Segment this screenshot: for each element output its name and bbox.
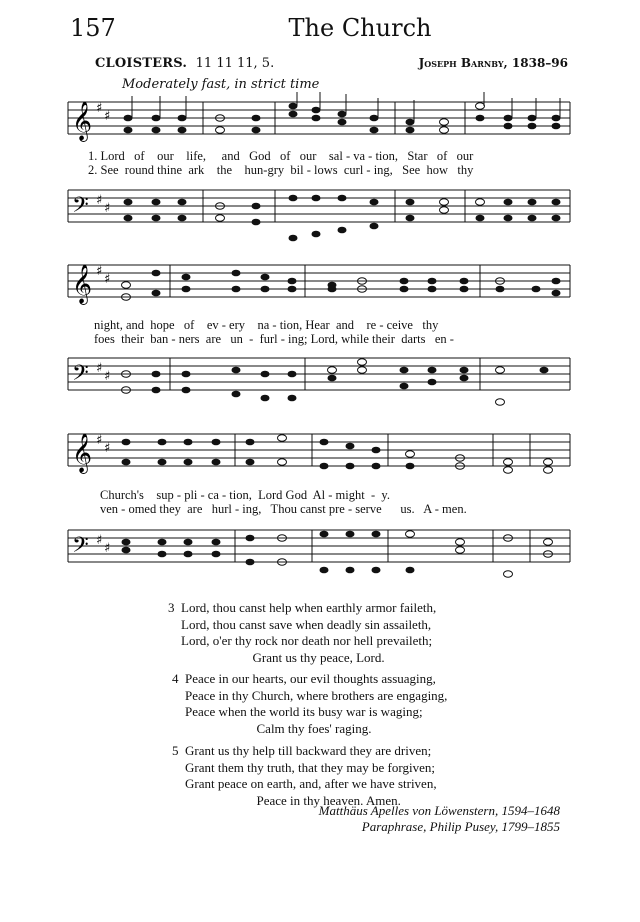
tune-meter: 11 11 11, 5.: [195, 56, 275, 71]
lyrics-system-2-verse-2: foes their ban - ners are un - furl - ing; Lord, while their darts en -: [94, 332, 454, 346]
paraphrase-attribution: Paraphrase, Philip Pusey, 1799–1855: [361, 819, 560, 834]
svg-text:𝄞: 𝄞: [72, 433, 93, 473]
stanza-line: Calm thy foes' raging.: [172, 720, 372, 736]
svg-text:𝄞: 𝄞: [72, 264, 93, 304]
stanza-line: 5 Grant us thy help till backward they are driven;: [172, 743, 432, 758]
svg-text:♯: ♯: [104, 369, 111, 384]
svg-text:♯: ♯: [96, 433, 103, 448]
lyrics-system-3-verse-1: Church's sup - pli - ca - tion, Lord God Al - might - y.: [100, 488, 390, 502]
stanza-4: [172, 671, 447, 737]
tune-name: CLOISTERS.: [95, 56, 188, 71]
page-number: 157: [70, 14, 116, 42]
tune-heading: [95, 56, 274, 71]
svg-text:𝄞: 𝄞: [72, 101, 93, 141]
svg-text:♯: ♯: [96, 101, 103, 116]
stanza-line: Peace in thy heaven. Amen.: [172, 792, 401, 808]
svg-text:♯: ♯: [96, 361, 103, 376]
stanza-line: 3 Lord, thou canst help when earthly armor faileth,: [168, 600, 437, 615]
svg-text:♯: ♯: [96, 533, 103, 548]
svg-text:♯: ♯: [104, 272, 111, 287]
lyrics-system-2-verse-1: night, and hope of ev - ery na - tion, Hear and re - ceive thy: [94, 318, 439, 332]
stanza-3: [168, 600, 436, 666]
music-system-3-treble: [60, 424, 575, 484]
svg-text:♯: ♯: [104, 109, 111, 124]
stanza-line: Peace when the world its busy war is waging;: [172, 704, 423, 719]
music-system-3-bass: [60, 518, 575, 588]
stanza-line: Lord, o'er thy rock nor death nor hell prevaileth;: [168, 633, 433, 648]
lyrics-system-3-verse-2: ven - omed they are hurl - ing, Thou canst pre - serve us. A - men.: [100, 502, 467, 516]
composer: Joseph Barnby, 1838–96: [418, 56, 568, 70]
svg-text:♯: ♯: [96, 264, 103, 279]
music-system-2-treble: [60, 255, 575, 315]
lyrics-system-1-verse-2: 2. See round thine ark the hun-gry bil - lows curl - ing, See how thy: [88, 163, 474, 177]
svg-text:♯: ♯: [104, 441, 111, 456]
svg-text:𝄢: 𝄢: [72, 361, 89, 391]
stanza-line: Lord, thou canst save when deadly sin assaileth,: [168, 616, 432, 632]
svg-text:♯: ♯: [104, 541, 111, 556]
section-title: The Church: [288, 14, 432, 42]
svg-text:♯: ♯: [96, 193, 103, 208]
lyrics-system-1-verse-1: 1. Lord of our life, and God of our sal - va - tion, Star of our: [88, 149, 474, 163]
music-system-1-treble: [60, 92, 575, 152]
stanza-5: [172, 743, 437, 809]
svg-text:♯: ♯: [104, 201, 111, 216]
stanza-line: Grant us thy peace, Lord.: [168, 649, 385, 665]
stanza-line: Grant them thy truth, that they may be forgiven;: [172, 759, 435, 775]
svg-text:𝄢: 𝄢: [72, 533, 89, 563]
music-system-2-bass: [60, 346, 575, 416]
stanza-line: Grant peace on earth, and, after we have striven,: [172, 776, 437, 791]
music-system-1-bass: [60, 178, 575, 248]
tempo-marking: Moderately fast, in strict time: [122, 77, 320, 92]
stanza-line: Peace in thy Church, where brothers are engaging,: [172, 687, 448, 703]
stanza-line: 4 Peace in our hearts, our evil thoughts assuaging,: [172, 671, 436, 686]
author-attribution: Matthäus Apelles von Löwenstern, 1594–1648: [318, 803, 560, 818]
svg-text:𝄢: 𝄢: [72, 193, 89, 223]
